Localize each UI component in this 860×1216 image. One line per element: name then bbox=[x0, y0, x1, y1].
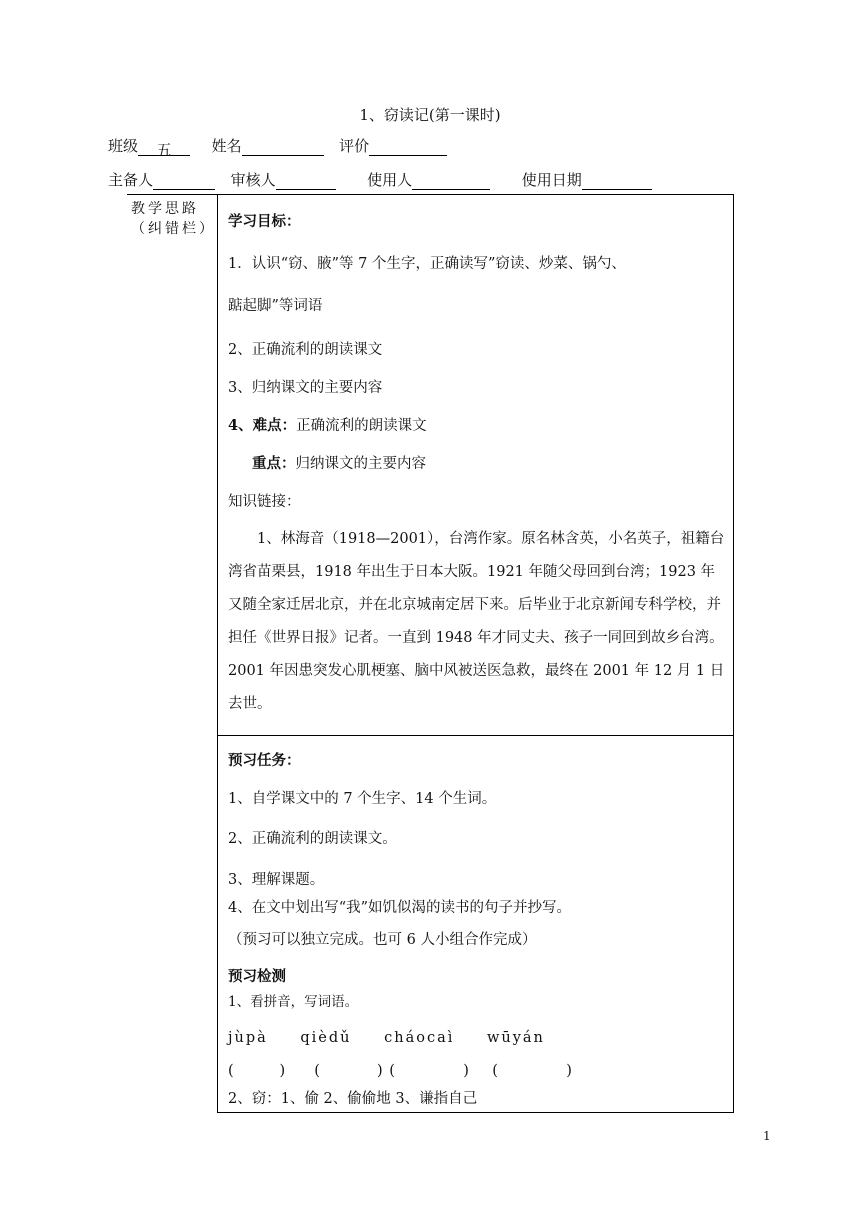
preview-heading: 预习任务： bbox=[228, 752, 301, 769]
check-item-1: 1、看拼音，写词语。 bbox=[228, 994, 359, 1010]
preparer-label: 主备人 bbox=[108, 171, 154, 189]
pinyin-1: jùpà bbox=[228, 1030, 268, 1046]
answer-parens[interactable]: ( ) ( ) ( ) ( ) bbox=[228, 1063, 573, 1079]
eval-label: 评价 bbox=[339, 137, 370, 155]
difficulty-text: 正确流利的朗读课文 bbox=[296, 418, 427, 434]
goal-item-1-line-2: 踮起脚”等词语 bbox=[228, 298, 323, 314]
link-label: 知识链接： bbox=[228, 494, 301, 510]
class-field[interactable]: 五 bbox=[138, 139, 190, 156]
preview-item-1: 1、自学课文中的 7 个生字、14 个生词。 bbox=[228, 791, 497, 807]
goal-item-3: 3、归纳课文的主要内容 bbox=[228, 380, 383, 396]
info-row-1 bbox=[108, 135, 447, 159]
info-row-2 bbox=[108, 169, 652, 190]
difficulty-label: 4、难点： bbox=[228, 417, 297, 434]
difficulty-line bbox=[228, 407, 725, 445]
preview-note: （预习可以独立完成。也可 6 人小组合作完成） bbox=[228, 932, 537, 948]
class-label: 班级 bbox=[108, 137, 139, 155]
side-label: 教学思路（纠错栏） bbox=[131, 201, 216, 237]
preview-item-3: 3、理解课题。 bbox=[228, 872, 325, 888]
goals-cell bbox=[218, 195, 734, 736]
check-heading: 预习检测 bbox=[228, 968, 286, 985]
preview-cell bbox=[218, 736, 734, 1113]
user-label: 使用人 bbox=[367, 171, 413, 189]
name-label: 姓名 bbox=[211, 137, 242, 155]
reviewer-label: 审核人 bbox=[230, 171, 276, 189]
lesson-table bbox=[127, 194, 734, 1113]
pinyin-2: qièdǔ bbox=[300, 1030, 352, 1046]
focus-text: 归纳课文的主要内容 bbox=[295, 456, 426, 472]
check-item-2: 2、窃：1、偷 2、偷偷地 3、谦指自己 bbox=[228, 1091, 478, 1107]
goal-item-2: 2、正确流利的朗读课文 bbox=[228, 342, 383, 358]
preview-item-4: 4、在文中划出写“我”如饥似渴的读书的句子并抄写。 bbox=[228, 900, 572, 916]
preview-item-2: 2、正确流利的朗读课文。 bbox=[228, 831, 397, 847]
eval-field[interactable] bbox=[369, 139, 447, 156]
author-bio: 1、林海音（1918—2001），台湾作家。原名林含英，小名英子，祖籍台湾省苗栗县，1918 年出生于日本大阪。1921 年随父母回到台湾；1923 年又随全家迁居北京，并在北京城南定居下来。后毕业于北京新闻专科学校，并担任《世界日报》记者。一直到 1948 年才同丈夫、孩子一同回到故乡台湾。 2001 年因患突发心肌梗塞、脑中风被送医急救，最终在 2001 年 12 月 1 日去世。 bbox=[228, 531, 725, 712]
reviewer-field[interactable] bbox=[276, 173, 336, 190]
page-number: 1 bbox=[763, 1129, 771, 1143]
page-title: 1、窃读记(第一课时) bbox=[359, 106, 501, 124]
side-column bbox=[127, 195, 218, 1113]
goal-item-1-line-1: 1．认识“窃、腋”等 7 个生字，正确读写”窃读、炒菜、锅勺、 bbox=[228, 256, 626, 272]
preparer-field[interactable] bbox=[153, 173, 215, 190]
focus-label: 重点： bbox=[252, 455, 296, 472]
pinyin-4: wūyán bbox=[486, 1030, 545, 1046]
pinyin-3: cháocaì bbox=[384, 1030, 455, 1046]
focus-line bbox=[228, 445, 725, 483]
goals-heading: 学习目标： bbox=[228, 213, 301, 230]
name-field[interactable] bbox=[242, 139, 324, 156]
date-label: 使用日期 bbox=[521, 171, 582, 189]
user-field[interactable] bbox=[412, 173, 490, 190]
date-field[interactable] bbox=[582, 173, 652, 190]
pinyin-row bbox=[228, 1020, 725, 1056]
